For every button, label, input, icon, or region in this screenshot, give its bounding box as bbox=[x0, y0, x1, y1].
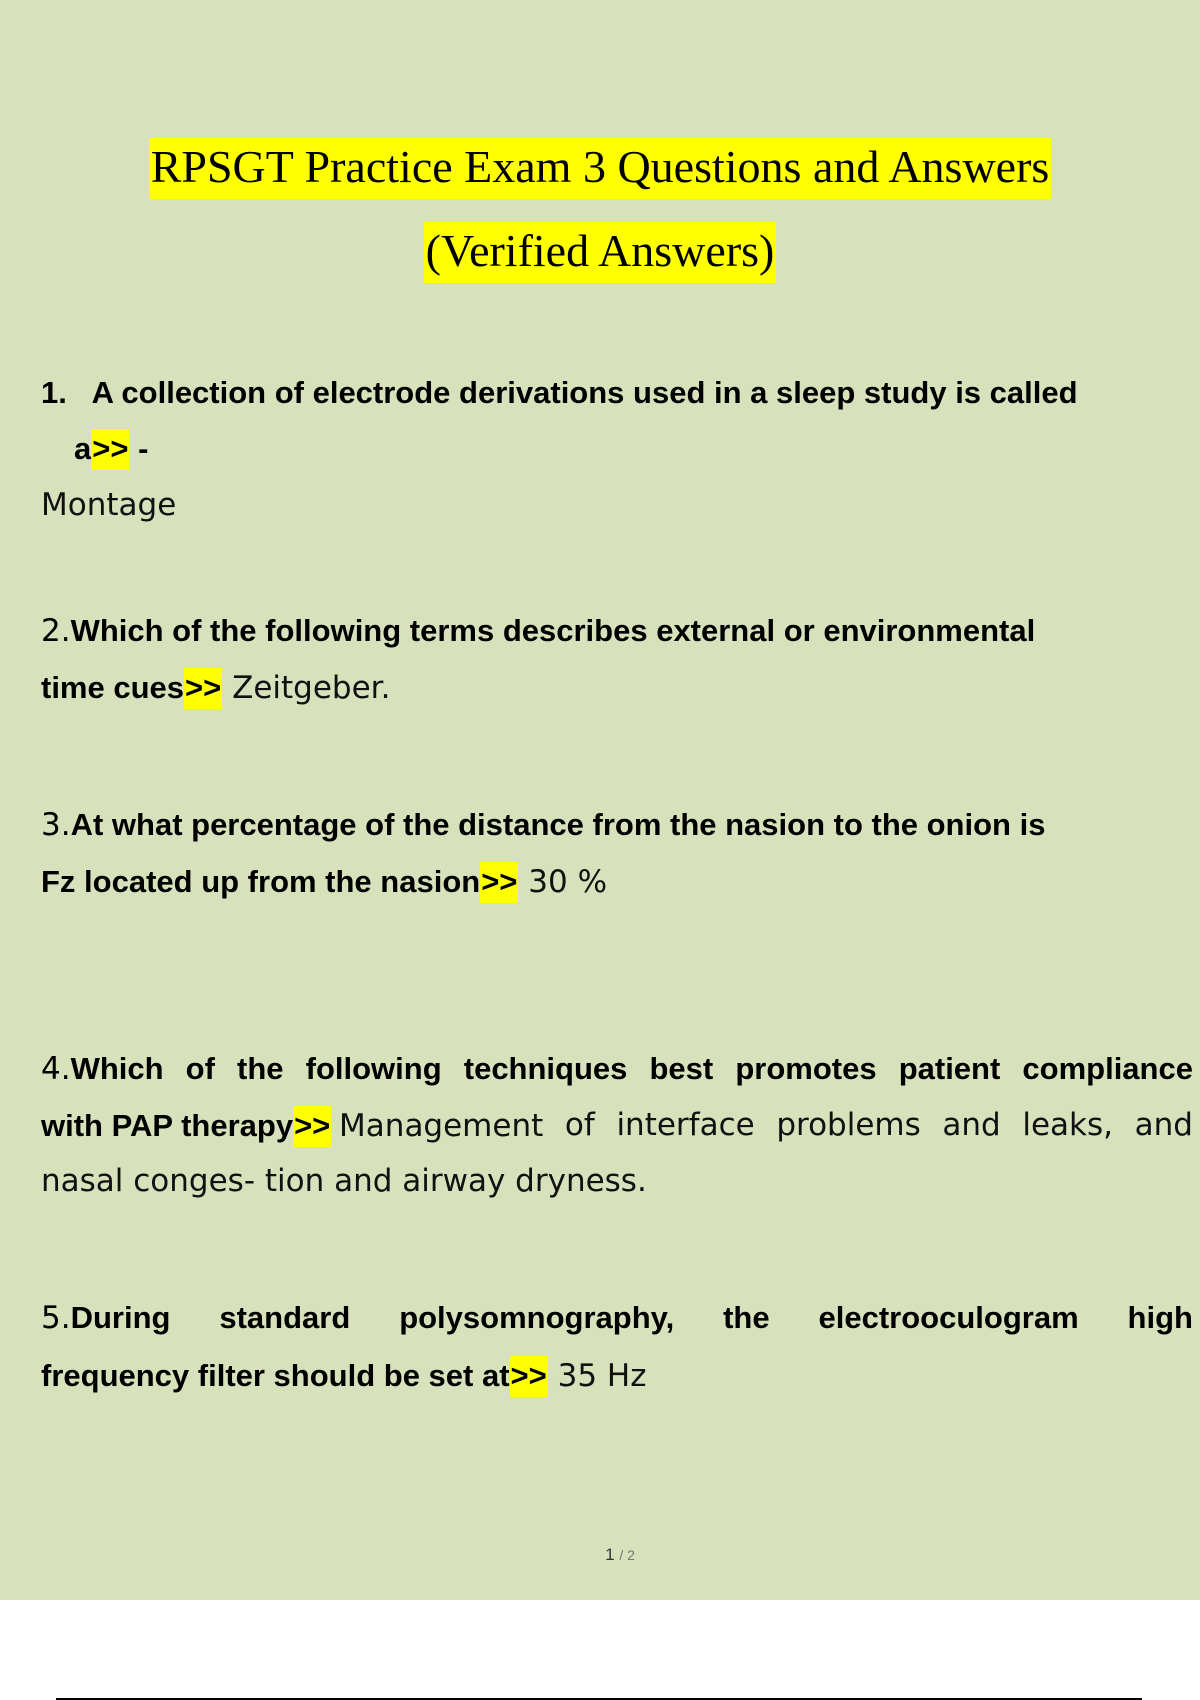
question-5-word: electrooculogram bbox=[818, 1300, 1079, 1335]
question-2-text: Which of the following terms describes external or environmental bbox=[70, 613, 1036, 648]
question-4-word: the bbox=[237, 1051, 284, 1086]
document-title-line-1 bbox=[0, 141, 1200, 192]
question-4-line-1 bbox=[41, 1053, 1193, 1085]
question-5-word: polysomnography, bbox=[399, 1300, 675, 1335]
question-4-word: of bbox=[185, 1051, 215, 1086]
question-4-word: patient bbox=[898, 1051, 1001, 1086]
question-4-word: techniques bbox=[463, 1051, 628, 1086]
page-counter bbox=[0, 1545, 1200, 1565]
question-3-number: 3. bbox=[41, 807, 71, 843]
answer-marker-3: >> bbox=[480, 862, 518, 903]
answer-5: 35 Hz bbox=[547, 1358, 647, 1394]
question-5-word: the bbox=[723, 1300, 770, 1335]
question-2-line-2 bbox=[41, 672, 390, 704]
question-1-line-2 bbox=[74, 433, 148, 464]
question-1-line-1 bbox=[41, 377, 1078, 408]
answer-3: 30 % bbox=[518, 864, 608, 900]
question-2-line-1 bbox=[41, 615, 1035, 647]
question-1-dash: - bbox=[129, 431, 149, 466]
answer-marker-5: >> bbox=[510, 1356, 548, 1397]
answer-4-line-3: nasal conges- tion and airway dryness. bbox=[41, 1163, 647, 1199]
question-5-line-2 bbox=[41, 1360, 647, 1392]
answer-marker-1: >> bbox=[91, 429, 129, 470]
answer-4-word: problems bbox=[776, 1107, 921, 1143]
answer-marker-4: >> bbox=[293, 1106, 331, 1147]
question-5-lead bbox=[41, 1302, 170, 1334]
question-4-lead bbox=[41, 1053, 164, 1085]
question-5-line-1 bbox=[41, 1302, 1193, 1334]
page-total: / 2 bbox=[619, 1547, 635, 1563]
question-4-word: promotes bbox=[735, 1051, 877, 1086]
question-5-word: standard bbox=[219, 1300, 351, 1335]
question-5-number: 5. bbox=[41, 1300, 71, 1336]
answer-marker-2: >> bbox=[184, 668, 222, 709]
question-1-text-cont: a bbox=[74, 431, 92, 466]
question-4-word: following bbox=[305, 1051, 442, 1086]
answer-1: Montage bbox=[41, 487, 177, 523]
question-5-word: high bbox=[1127, 1300, 1193, 1335]
question-4-word: best bbox=[649, 1051, 714, 1086]
answer-4-word: and bbox=[942, 1107, 1001, 1143]
answer-4-word: interface bbox=[616, 1107, 755, 1143]
answer-2: Zeitgeber. bbox=[222, 670, 391, 706]
question-4-word: Which bbox=[70, 1051, 164, 1086]
question-3-text: At what percentage of the distance from the nasion to the onion is bbox=[70, 807, 1046, 842]
question-4-lead-2 bbox=[41, 1110, 543, 1142]
question-3-line-2 bbox=[41, 866, 607, 898]
question-4-text-cont: with PAP therapy bbox=[41, 1108, 294, 1143]
question-5-word: During bbox=[70, 1300, 171, 1335]
question-1-number: 1. bbox=[41, 375, 67, 410]
question-3-text-cont: Fz located up from the nasion bbox=[41, 864, 481, 899]
question-2-text-cont: time cues bbox=[41, 670, 185, 705]
question-4-line-2 bbox=[41, 1107, 1193, 1144]
question-4-number: 4. bbox=[41, 1051, 71, 1087]
question-5-text-cont: frequency filter should be set at bbox=[41, 1358, 510, 1393]
answer-4-word: and bbox=[1134, 1107, 1193, 1143]
question-3-line-1 bbox=[41, 809, 1045, 841]
question-2-number: 2. bbox=[41, 613, 71, 649]
page-current: 1 bbox=[605, 1545, 615, 1564]
answer-4-word: Management bbox=[339, 1108, 544, 1144]
answer-4-word: of bbox=[564, 1107, 595, 1143]
question-4-word: compliance bbox=[1022, 1051, 1193, 1086]
answer-4-word: leaks, bbox=[1022, 1107, 1114, 1143]
question-1-text: A collection of electrode derivations used in a sleep study is called bbox=[91, 375, 1078, 410]
title-highlight-1: RPSGT Practice Exam 3 Questions and Answers bbox=[149, 138, 1052, 199]
title-highlight-2: (Verified Answers) bbox=[424, 222, 777, 283]
document-title-line-2 bbox=[0, 225, 1200, 276]
